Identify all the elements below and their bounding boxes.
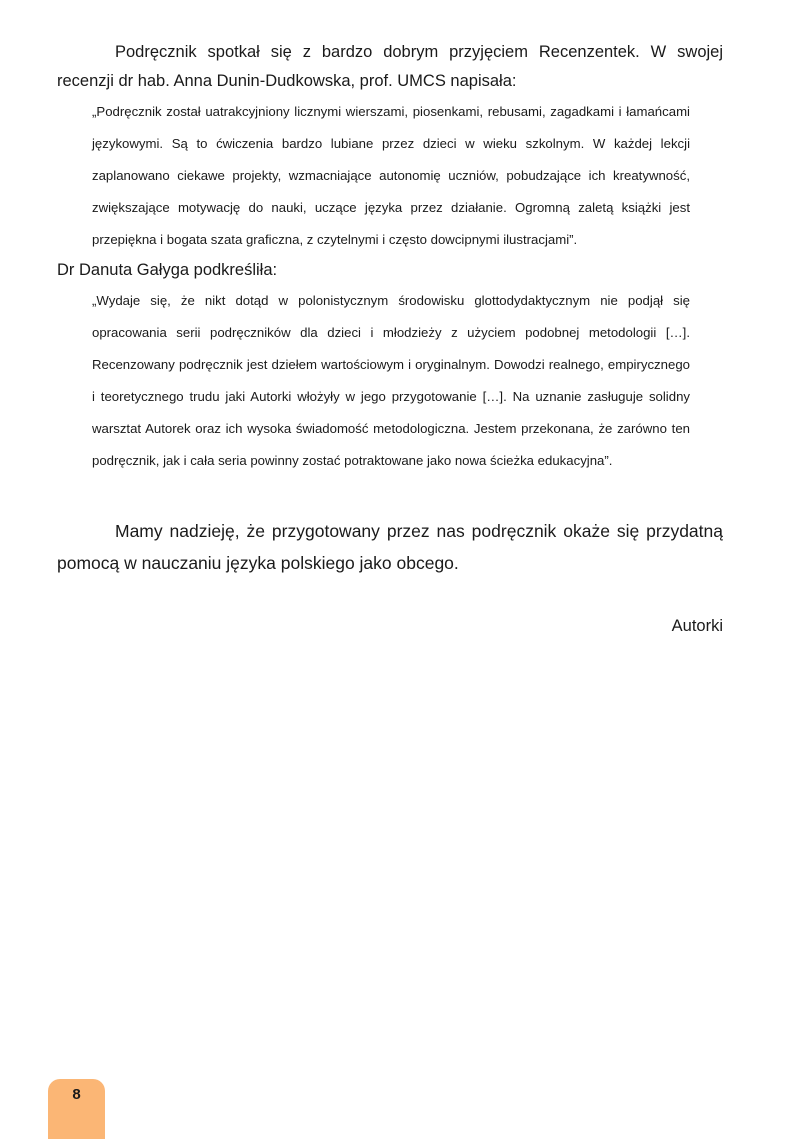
page-content (57, 38, 723, 636)
intro-paragraph-2: Dr Danuta Gałyga podkreśliła: (57, 261, 278, 279)
quote-review-2: „Wydaje się, że nikt dotąd w polonistycznym środowisku glottodydaktycznym nie podjął się opracowania serii podręczników dla dzieci i młodzieży z użyciem podobnej metodologii […]. Recenzowany podręcznik jest dziełem wartościowym i oryginalnym. Dowodzi realnego, empirycznego i teoretycznego trudu jaki Autorki włożyły w jego przygotowanie […]. Na uznanie zasługuje solidny warsztat Autorek oraz ich wysoka świadomość metodologiczna. Jestem przekonana, że zarówno ten podręcznik, jak i cała seria powinny zostać potraktowane jako nowa ścieżka edukacyjna”. (92, 293, 690, 468)
page-number: 8 (72, 1086, 81, 1103)
intro-paragraph: Podręcznik spotkał się z bardzo dobrym przyjęciem Recenzentek. W swojej recenzji dr hab. Anna Dunin-Dudkowska, prof. UMCS napisała: (57, 43, 723, 90)
quote-review-1: „Podręcznik został uatrakcyjniony licznymi wierszami, piosenkami, rebusami, zagadkami i łamańcami językowymi. Są to ćwiczenia bardzo lubiane przez dzieci w wieku szkolnym. W każdej lekcji zaplanowano ciekawe projekty, wzmacniające autonomię uczniów, pobudzające ich kreatywność, zwiększające motywację do nauki, uczące języka przez działanie. Ogromną zaletą książki jest przepiękna i bogata szata graficzna, z czytelnymi i często dowcipnymi ilustracjami”. (92, 104, 690, 247)
closing-paragraph: Mamy nadzieję, że przygotowany przez nas podręcznik okaże się przydatną pomocą w nauczaniu języka polskiego jako obcego. (57, 521, 723, 573)
page-number-tab (48, 1079, 105, 1139)
signature: Autorki (671, 617, 723, 635)
